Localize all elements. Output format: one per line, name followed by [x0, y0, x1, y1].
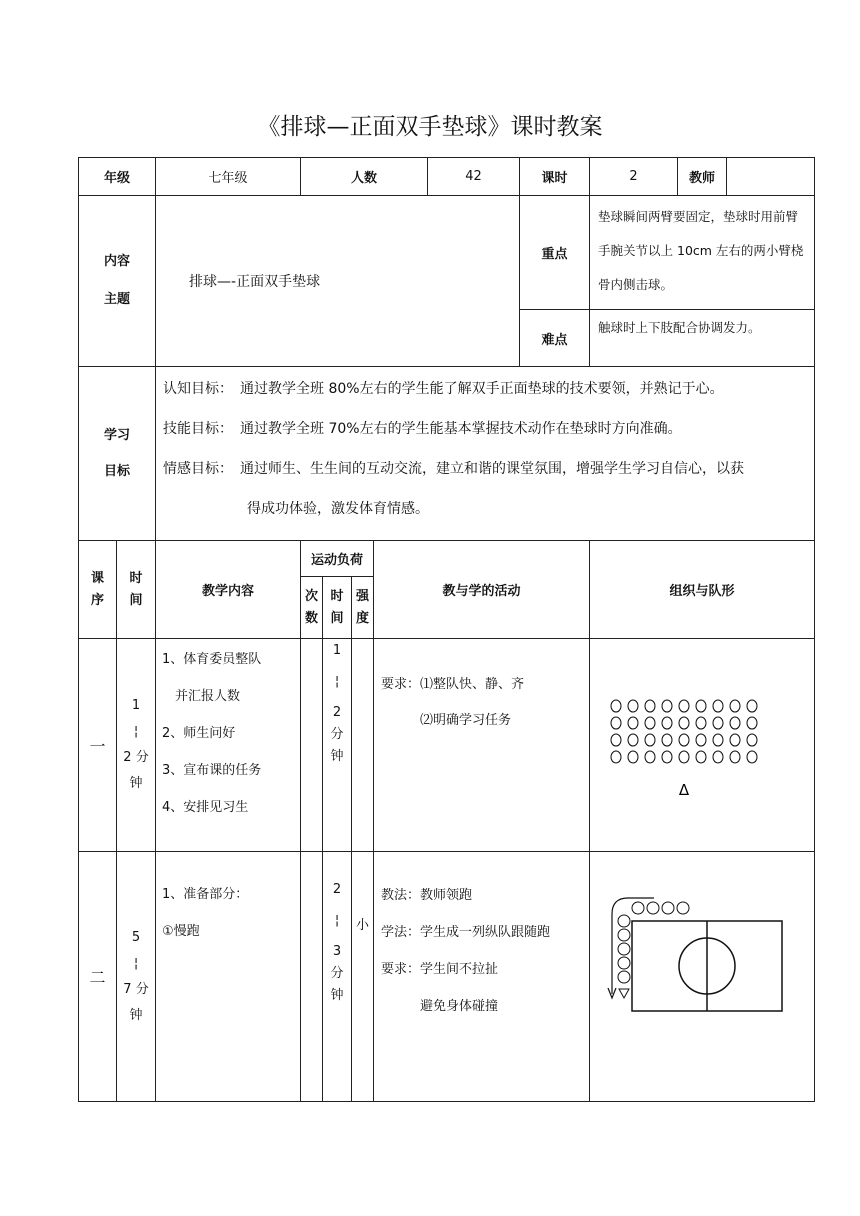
student-circle	[679, 717, 689, 729]
teacher-value	[727, 158, 815, 196]
content-line: 1、准备部分：	[162, 887, 249, 902]
col-activity: 教与学的活动	[374, 541, 590, 639]
student-circle	[679, 700, 689, 712]
lesson-plan-table	[78, 157, 815, 1102]
goals-cell	[156, 367, 815, 541]
key-label: 重点	[520, 196, 590, 310]
jogging-diagram	[598, 884, 822, 1024]
difficulty-text: 触球时上下肢配合协调发力。	[598, 320, 761, 335]
content-topic-label	[79, 196, 156, 367]
row2-time-line: ¦	[133, 955, 139, 971]
col-time-1: 时	[129, 570, 143, 586]
grade-label: 年级	[79, 158, 156, 196]
student-circle	[628, 751, 638, 763]
formation-diagram	[590, 670, 814, 820]
activity-line: 学法：学生成一列纵队跟随跑	[381, 925, 551, 940]
row1-formation	[590, 639, 815, 852]
row1-time-line: 钟	[129, 776, 143, 791]
col-seq	[79, 541, 117, 639]
activity-line: 避免身体碰撞	[381, 999, 499, 1014]
student-circle	[730, 751, 740, 763]
topic-text: 排球—-正面双手垫球	[189, 274, 321, 290]
row1-activity	[374, 639, 590, 852]
row1-dur-line: 1	[332, 643, 342, 658]
period-value: 2	[590, 158, 678, 196]
teacher-label: 教师	[678, 158, 727, 196]
row1-dur-line: 分	[330, 727, 344, 742]
row2-intensity	[352, 852, 374, 1102]
student-circle	[696, 717, 706, 729]
student-circle	[618, 915, 630, 927]
key-cell	[590, 196, 815, 310]
difficulty-label: 难点	[520, 310, 590, 367]
student-circle	[645, 717, 655, 729]
student-circle	[662, 734, 672, 746]
student-circle	[618, 943, 630, 955]
col-times	[301, 577, 323, 639]
student-circle	[679, 751, 689, 763]
col-dur	[323, 577, 352, 639]
table-row	[79, 639, 815, 852]
content-line: ①慢跑	[162, 924, 200, 939]
key-line: 手腕关节以上 10cm 左右的两小臂桡	[598, 243, 804, 258]
col-seq-2: 序	[90, 592, 104, 608]
student-circle	[696, 700, 706, 712]
student-circle	[679, 734, 689, 746]
student-circle	[611, 734, 621, 746]
header-row	[79, 158, 815, 196]
row1-times	[301, 639, 323, 852]
student-circle	[662, 751, 672, 763]
skill-goal: 技能目标： 通过教学全班 70%左右的学生能基本掌握技术动作在垫球时方向准确。	[163, 421, 682, 437]
row2-dur-line: ¦	[334, 913, 340, 928]
row1-time-line: 2 分	[123, 750, 149, 765]
col-times-1: 次	[305, 588, 319, 604]
student-circle	[611, 700, 621, 712]
student-circle	[632, 902, 644, 914]
key-line: 垫球瞬间两臂要固定，垫球时用前臂	[598, 209, 799, 224]
student-circle	[713, 751, 723, 763]
row2-dur-line: 2	[332, 882, 342, 897]
student-circle	[662, 902, 674, 914]
student-circle	[618, 971, 630, 983]
row2-content	[156, 852, 301, 1102]
col-content: 教学内容	[156, 541, 301, 639]
content-label-1: 内容	[104, 254, 131, 269]
col-intensity-1: 强	[356, 588, 370, 604]
col-dur-1: 时	[330, 588, 344, 604]
student-circle	[713, 717, 723, 729]
row1-dur-line: ¦	[334, 674, 340, 689]
student-circle	[677, 902, 689, 914]
student-circle	[730, 734, 740, 746]
student-circle	[747, 751, 757, 763]
col-dur-2: 间	[330, 610, 344, 626]
row2-formation	[590, 852, 815, 1102]
row1-time-line: 1	[131, 698, 141, 713]
col-time	[117, 541, 156, 639]
content-line: 1、体育委员整队	[162, 652, 262, 667]
table-row	[79, 852, 815, 1102]
student-circle	[713, 734, 723, 746]
period-label: 课时	[520, 158, 590, 196]
student-circle	[696, 751, 706, 763]
content-line: 3、宣布课的任务	[162, 763, 262, 778]
row2-intensity-value: 小	[356, 918, 370, 933]
grade-value: 七年级	[156, 158, 301, 196]
row2-times	[301, 852, 323, 1102]
student-circle	[747, 717, 757, 729]
col-load: 运动负荷	[301, 541, 374, 577]
col-intensity-2: 度	[356, 610, 370, 626]
row1-seq: 一	[79, 639, 117, 852]
row2-dur-line: 分	[330, 966, 344, 981]
col-times-2: 数	[305, 610, 319, 626]
student-circle	[747, 700, 757, 712]
row2-time-line: 5	[131, 929, 141, 945]
row2-dur	[323, 852, 352, 1102]
page-title: 《排球—正面双手垫球》课时教案	[257, 114, 603, 140]
content-label-2: 主题	[104, 292, 131, 307]
student-circle	[628, 700, 638, 712]
col-intensity	[352, 577, 374, 639]
row2-time-line: 7 分	[123, 981, 149, 997]
activity-line: 教法：教师领跑	[381, 888, 473, 903]
row2-seq: 二	[79, 852, 117, 1102]
col-seq-1: 课	[90, 570, 104, 586]
row2-time	[117, 852, 156, 1102]
count-value: 42	[428, 158, 520, 196]
row1-dur-line: 钟	[330, 749, 344, 764]
row1-dur-line: 2	[332, 705, 342, 720]
row1-dur	[323, 639, 352, 852]
count-label: 人数	[301, 158, 428, 196]
student-circle	[662, 700, 672, 712]
key-line: 骨内侧击球。	[598, 277, 674, 292]
student-circle	[628, 734, 638, 746]
teacher-mark: Δ	[678, 781, 690, 799]
row2-activity	[374, 852, 590, 1102]
student-circle	[696, 734, 706, 746]
goals-label-1: 学习	[104, 427, 131, 443]
student-circle	[713, 700, 723, 712]
activity-line: ⑵明确学习任务	[381, 713, 512, 728]
student-circle	[628, 717, 638, 729]
activity-line: 要求：学生间不拉扯	[381, 962, 499, 977]
content-line: 2、师生问好	[162, 726, 236, 741]
student-circle	[730, 700, 740, 712]
activity-line: 要求：⑴整队快、静、齐	[381, 677, 525, 692]
student-circle	[618, 929, 630, 941]
row2-dur-line: 钟	[330, 988, 344, 1003]
row2-time-line: 钟	[129, 1007, 143, 1023]
student-circle	[618, 957, 630, 969]
student-circle	[611, 717, 621, 729]
row1-intensity	[352, 639, 374, 852]
row2-dur-line: 3	[332, 944, 342, 959]
student-circle	[645, 734, 655, 746]
difficulty-cell	[590, 310, 815, 367]
student-circle	[730, 717, 740, 729]
student-circle	[645, 700, 655, 712]
col-time-2: 间	[129, 592, 143, 608]
row1-time	[117, 639, 156, 852]
content-line: 并汇报人数	[162, 689, 241, 704]
col-formation: 组织与队形	[590, 541, 815, 639]
teacher-triangle	[619, 989, 629, 998]
topic-cell	[156, 196, 520, 367]
student-circle	[611, 751, 621, 763]
student-circle	[645, 751, 655, 763]
content-line: 4、安排见习生	[162, 800, 249, 815]
row1-time-line: ¦	[133, 724, 139, 739]
cognitive-goal: 认知目标： 通过教学全班 80%左右的学生能了解双手正面垫球的技术要领，并熟记于心。	[163, 381, 724, 397]
goals-label-2: 目标	[104, 463, 131, 479]
student-circle	[747, 734, 757, 746]
goals-label	[79, 367, 156, 541]
student-circle	[662, 717, 672, 729]
student-circle	[647, 902, 659, 914]
emotion-goal: 情感目标： 通过师生、生生间的互动交流，建立和谐的课堂氛围，增强学生学习自信心，以获	[163, 461, 745, 477]
emotion-goal-cont: 得成功体验，激发体育情感。	[247, 501, 430, 517]
row1-content	[156, 639, 301, 852]
